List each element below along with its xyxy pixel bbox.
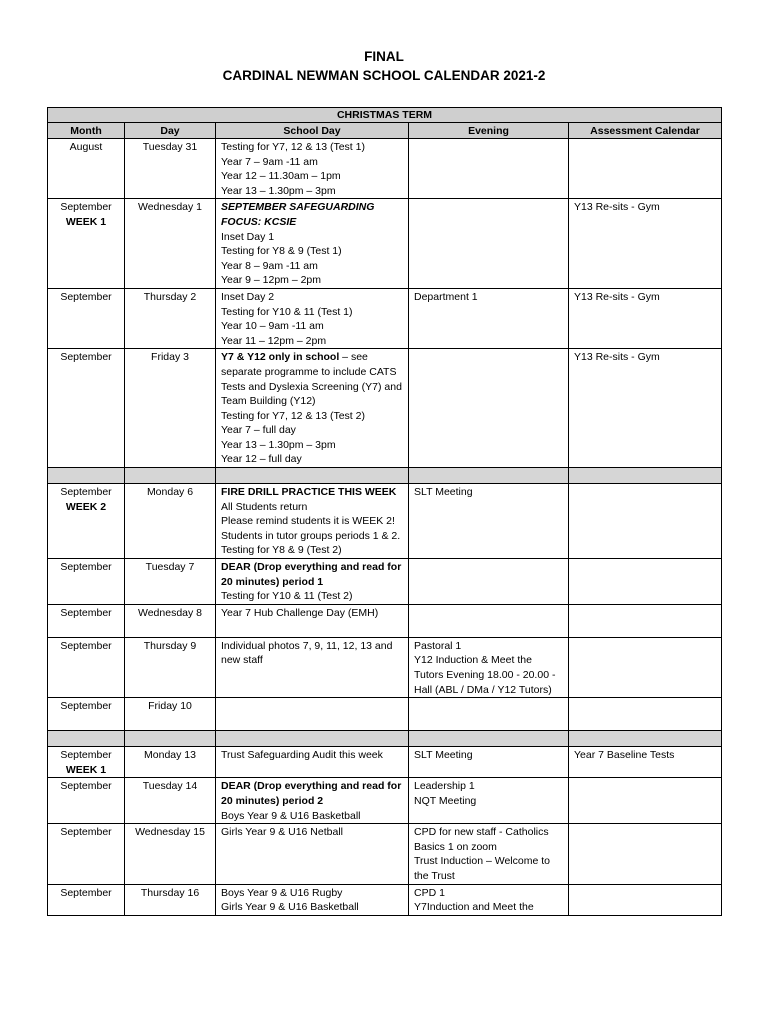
- evening-cell: [409, 698, 569, 731]
- school-day-entry: Year 11 – 12pm – 2pm: [221, 334, 327, 347]
- school-day-entry: Year 13 – 1.30pm – 3pm: [221, 184, 336, 197]
- month-cell: [48, 288, 125, 348]
- assessment-cell: [569, 559, 722, 605]
- assessment-cell: [569, 139, 722, 199]
- assessment-cell: [569, 604, 722, 637]
- separator-cell: [125, 468, 216, 484]
- table-row: [48, 288, 722, 348]
- day-cell: [125, 199, 216, 289]
- month-cell: [48, 349, 125, 468]
- week-label: WEEK 1: [65, 215, 107, 228]
- school-day-entry: Testing for Y7, 12 & 13 (Test 2): [221, 409, 365, 422]
- week-label: WEEK 1: [65, 763, 107, 776]
- school-day-entry: Individual photos 7, 9, 11, 12, 13 and new staff: [221, 639, 393, 667]
- school-day-entry: Please remind students it is WEEK 2! Students in tutor groups periods 1 & 2.: [221, 515, 401, 542]
- assessment-entry: Year 7 Baseline Tests: [574, 749, 675, 762]
- month-cell: [48, 698, 125, 731]
- month-text: August: [69, 141, 103, 153]
- assessment-cell: [569, 484, 722, 559]
- school-day-cell: [216, 884, 409, 915]
- school-day-entry: Year 12 – 11.30am – 1pm: [221, 170, 341, 183]
- day-cell: [125, 139, 216, 199]
- evening-entry: SLT Meeting: [414, 749, 473, 762]
- assessment-cell: [569, 637, 722, 697]
- day-cell: [125, 824, 216, 884]
- day-text: Wednesday 1: [137, 201, 202, 214]
- evening-entry: NQT Meeting: [414, 794, 477, 807]
- separator-cell: [216, 731, 409, 747]
- school-day-cell: [216, 698, 409, 731]
- school-day-entry: SEPTEMBER SAFEGUARDING FOCUS: KCSIE: [221, 201, 375, 228]
- evening-cell: [409, 559, 569, 605]
- evening-entry: Department 1: [414, 290, 478, 303]
- school-day-entry: Testing for Y7, 12 & 13 (Test 1): [221, 141, 365, 153]
- evening-cell: [409, 288, 569, 348]
- day-text: Wednesday 15: [135, 826, 205, 839]
- day-text: Monday 6: [146, 486, 194, 499]
- month-cell: [48, 484, 125, 559]
- week-label: WEEK 2: [65, 500, 107, 513]
- month-cell: [48, 824, 125, 884]
- assessment-entry: Y13 Re-sits - Gym: [574, 290, 660, 303]
- school-day-cell: [216, 637, 409, 697]
- separator-cell: [48, 731, 125, 747]
- col-school-day-header: School Day: [216, 123, 409, 139]
- school-day-cell: [216, 604, 409, 637]
- evening-cell: [409, 349, 569, 468]
- school-day-entry: DEAR (Drop everything and read for 20 minutes) period 2: [221, 780, 402, 807]
- separator-cell: [216, 468, 409, 484]
- school-day-entry: FIRE DRILL PRACTICE THIS WEEK: [221, 486, 397, 499]
- evening-cell: [409, 824, 569, 884]
- evening-entry: Pastoral 1: [414, 639, 462, 652]
- month-cell: [48, 747, 125, 778]
- calendar-title: CARDINAL NEWMAN SCHOOL CALENDAR 2021-2: [222, 68, 546, 83]
- school-day-entry: Year 9 – 12pm – 2pm: [221, 274, 322, 287]
- col-evening-header: Evening: [409, 123, 569, 139]
- assessment-cell: [569, 824, 722, 884]
- month-text: September: [60, 886, 112, 899]
- day-text: Thursday 9: [143, 639, 197, 652]
- term-name: CHRISTMAS TERM: [48, 108, 722, 123]
- assessment-cell: [569, 349, 722, 468]
- final-label: FINAL: [364, 49, 404, 64]
- school-day-entry: Boys Year 9 & U16 Basketball: [221, 809, 361, 822]
- assessment-entry: Y13 Re-sits - Gym: [574, 351, 660, 364]
- calendar-table: [47, 107, 722, 916]
- week-separator-row: [48, 468, 722, 484]
- evening-entry: SLT Meeting: [414, 486, 473, 499]
- day-cell: [125, 288, 216, 348]
- month-text: September: [60, 561, 112, 574]
- day-cell: [125, 698, 216, 731]
- week-separator-row: [48, 731, 722, 747]
- assessment-entry: Y13 Re-sits - Gym: [574, 201, 660, 214]
- separator-cell: [569, 468, 722, 484]
- day-cell: [125, 604, 216, 637]
- school-day-entry: Testing for Y10 & 11 (Test 2): [221, 590, 353, 603]
- evening-cell: [409, 484, 569, 559]
- day-cell: [125, 884, 216, 915]
- table-row: [48, 559, 722, 605]
- school-day-entry: Inset Day 2: [221, 290, 275, 303]
- assessment-cell: [569, 199, 722, 289]
- school-day-entry: All Students return: [221, 500, 308, 513]
- assessment-cell: [569, 747, 722, 778]
- evening-cell: [409, 199, 569, 289]
- school-day-entry: Girls Year 9 & U16 Netball: [221, 826, 343, 839]
- month-text: September: [60, 606, 112, 619]
- school-day-cell: [216, 484, 409, 559]
- evening-entry: Trust Induction – Welcome to the Trust: [414, 855, 550, 882]
- month-cell: [48, 884, 125, 915]
- month-text: September: [60, 826, 112, 839]
- month-text: September: [60, 201, 112, 214]
- assessment-cell: [569, 698, 722, 731]
- separator-cell: [569, 731, 722, 747]
- table-row: [48, 199, 722, 289]
- evening-cell: [409, 637, 569, 697]
- school-day-entry: Year 12 – full day: [221, 453, 302, 466]
- school-day-entry: Year 13 – 1.30pm – 3pm: [221, 438, 336, 451]
- school-day-entry: Testing for Y8 & 9 (Test 1): [221, 245, 342, 258]
- school-day-cell: [216, 199, 409, 289]
- school-day-cell: [216, 824, 409, 884]
- evening-entry: Leadership 1: [414, 780, 475, 793]
- day-cell: [125, 778, 216, 824]
- evening-cell: [409, 139, 569, 199]
- day-text: Tuesday 31: [142, 141, 198, 153]
- day-text: Tuesday 7: [145, 561, 195, 574]
- day-cell: [125, 484, 216, 559]
- separator-cell: [48, 468, 125, 484]
- day-cell: [125, 559, 216, 605]
- day-cell: [125, 637, 216, 697]
- day-cell: [125, 747, 216, 778]
- separator-cell: [409, 468, 569, 484]
- table-row: [48, 349, 722, 468]
- col-month-header: Month: [48, 123, 125, 139]
- day-text: Friday 3: [151, 351, 189, 364]
- month-cell: [48, 604, 125, 637]
- month-text: September: [60, 639, 112, 652]
- table-row: [48, 698, 722, 731]
- school-day-entry: [221, 350, 403, 408]
- separator-cell: [125, 731, 216, 747]
- evening-cell: [409, 747, 569, 778]
- column-header-row: [48, 123, 722, 139]
- month-text: September: [60, 780, 112, 793]
- table-row: [48, 884, 722, 915]
- evening-entry: CPD for new staff - Catholics Basics 1 on zoom: [414, 826, 549, 853]
- day-cell: [125, 349, 216, 468]
- document-header: [0, 0, 768, 85]
- school-day-cell: [216, 747, 409, 778]
- evening-entry: CPD 1: [414, 886, 445, 899]
- calendar-body: [48, 139, 722, 916]
- assessment-cell: [569, 884, 722, 915]
- school-day-cell: [216, 778, 409, 824]
- school-day-entry: Testing for Y8 & 9 (Test 2): [221, 544, 342, 557]
- school-day-cell: [216, 139, 409, 199]
- school-day-entry: Trust Safeguarding Audit this week: [221, 749, 383, 762]
- month-text: September: [60, 290, 112, 303]
- school-day-cell: [216, 559, 409, 605]
- school-day-entry: DEAR (Drop everything and read for 20 minutes) period 1: [221, 561, 402, 588]
- school-day-entry: Inset Day 1: [221, 230, 275, 243]
- term-header-row: [48, 108, 722, 123]
- school-day-entry: Year 7 Hub Challenge Day (EMH): [221, 606, 379, 619]
- table-row: [48, 604, 722, 637]
- month-text: September: [60, 700, 112, 713]
- school-day-entry: Girls Year 9 & U16 Basketball: [221, 901, 359, 914]
- school-day-entry: Boys Year 9 & U16 Rugby: [221, 886, 343, 899]
- month-cell: [48, 559, 125, 605]
- separator-cell: [409, 731, 569, 747]
- assessment-cell: [569, 778, 722, 824]
- day-text: Tuesday 14: [142, 780, 198, 793]
- day-text: Thursday 16: [140, 886, 200, 899]
- month-cell: [48, 637, 125, 697]
- school-day-cell: [216, 349, 409, 468]
- table-row: [48, 139, 722, 199]
- month-text: September: [60, 749, 112, 762]
- table-row: [48, 778, 722, 824]
- evening-cell: [409, 884, 569, 915]
- evening-cell: [409, 604, 569, 637]
- day-text: Monday 13: [144, 749, 196, 762]
- col-assessment-header: Assessment Calendar: [569, 123, 722, 139]
- day-text: Wednesday 8: [137, 606, 202, 619]
- month-cell: [48, 778, 125, 824]
- col-day-header: Day: [125, 123, 216, 139]
- school-day-entry: Year 7 – 9am -11 am: [221, 155, 318, 168]
- school-day-entry: Year 10 – 9am -11 am: [221, 320, 324, 333]
- school-day-cell: [216, 288, 409, 348]
- evening-entry: Y12 Induction & Meet the Tutors Evening 18.00 - 20.00 - Hall (ABL / DMa / Y12 Tutors): [414, 654, 556, 696]
- table-row: [48, 747, 722, 778]
- table-row: [48, 637, 722, 697]
- school-day-entry: Year 7 – full day: [221, 424, 296, 437]
- month-cell: [48, 199, 125, 289]
- day-text: Thursday 2: [143, 290, 197, 303]
- table-row: [48, 824, 722, 884]
- school-day-entry-bold: Y7 & Y12 only in school: [221, 351, 340, 364]
- school-day-entry: Year 8 – 9am -11 am: [221, 259, 318, 272]
- month-cell: [48, 139, 125, 199]
- assessment-cell: [569, 288, 722, 348]
- day-text: Friday 10: [148, 700, 192, 713]
- school-day-entry: Testing for Y10 & 11 (Test 1): [221, 305, 353, 318]
- table-row: [48, 484, 722, 559]
- month-text: September: [60, 351, 112, 364]
- month-text: September: [60, 486, 112, 499]
- evening-entry: Y7Induction and Meet the: [414, 901, 534, 914]
- school-day-entry-tail: – see separate programme to include CATS Tests and Dyslexia Screening (Y7) and Team Building (Y12): [221, 351, 402, 408]
- evening-cell: [409, 778, 569, 824]
